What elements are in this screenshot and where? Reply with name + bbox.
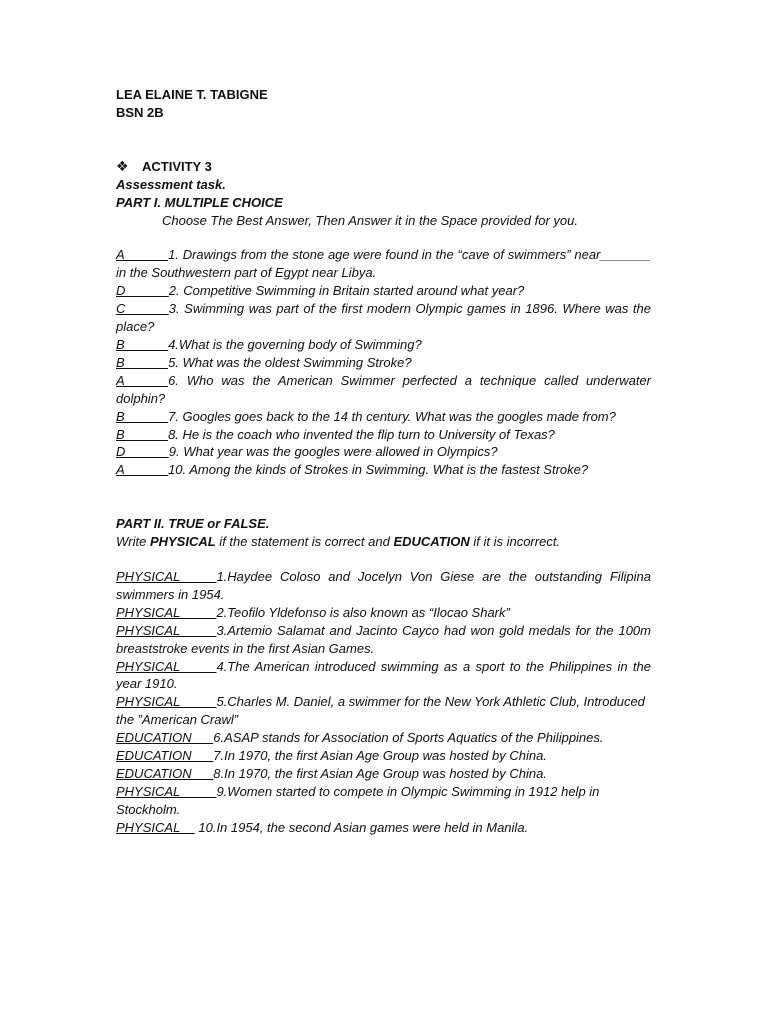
list-item bbox=[116, 622, 651, 658]
list-item bbox=[116, 282, 651, 300]
instruction-text: Write bbox=[116, 534, 150, 550]
part2-statement-list bbox=[116, 568, 651, 837]
list-item bbox=[116, 783, 651, 819]
answer-blank: A______ bbox=[116, 247, 169, 263]
statement-text: 4.The American introduced swimming as a sport to the Philippines in the year 1910. bbox=[116, 658, 651, 692]
question-text: 6. Who was the American Swimmer perfected a technique called underwater dolphin? bbox=[116, 372, 651, 406]
answer-blank: A______ bbox=[116, 372, 169, 388]
part1-title: PART I. MULTIPLE CHOICE bbox=[116, 194, 283, 210]
list-item bbox=[116, 300, 651, 336]
list-item bbox=[116, 246, 651, 282]
question-text: 10. Among the kinds of Strokes in Swimming. What is the fastest Stroke? bbox=[168, 462, 589, 478]
assessment-subtitle: Assessment task. bbox=[116, 176, 226, 192]
answer-blank: PHYSICAL_____ bbox=[116, 783, 217, 799]
list-item bbox=[116, 658, 651, 694]
list-item bbox=[116, 336, 651, 354]
list-item bbox=[116, 354, 651, 372]
answer-blank: B______ bbox=[116, 354, 169, 370]
answer-blank: A______ bbox=[116, 462, 169, 478]
statement-text: 7.In 1970, the first Asian Age Group was hosted by China. bbox=[213, 748, 547, 764]
list-item bbox=[116, 729, 651, 747]
instruction-text: if the statement is correct and bbox=[215, 534, 394, 550]
answer-blank: B______ bbox=[116, 426, 169, 442]
student-section: BSN 2B bbox=[116, 104, 164, 120]
list-item bbox=[116, 461, 651, 479]
list-item bbox=[116, 747, 651, 765]
question-text: 3. Swimming was part of the first modern Olympic games in 1896. Where was the place? bbox=[116, 301, 651, 335]
instruction-keyword-physical: PHYSICAL bbox=[149, 534, 216, 550]
spacer bbox=[116, 229, 651, 246]
statement-text: 10.In 1954, the second Asian games were held in Manila. bbox=[194, 819, 529, 835]
statement-text: 8.In 1970, the first Asian Age Group was hosted by China. bbox=[213, 766, 547, 781]
question-text: 8. He is the coach who invented the flip turn to University of Texas? bbox=[168, 426, 555, 442]
question-text: 2. Competitive Swimming in Britain started around what year? bbox=[168, 283, 525, 299]
question-text: 7. Googles goes back to the 14 th century. What was the googles made from? bbox=[168, 408, 616, 424]
answer-blank: PHYSICAL_____ bbox=[116, 569, 217, 585]
part1-question-list bbox=[116, 246, 651, 479]
answer-blank: EDUCATION___ bbox=[116, 748, 214, 764]
part2-title: PART II. TRUE or FALSE. bbox=[116, 516, 270, 532]
answer-blank: EDUCATION___ bbox=[116, 766, 214, 781]
answer-blank: B______ bbox=[116, 408, 169, 424]
part1-instruction: Choose The Best Answer, Then Answer it in the Space provided for you. bbox=[162, 212, 578, 228]
diamond-bullet-icon: ❖ bbox=[116, 157, 129, 174]
instruction-text: if it is incorrect. bbox=[469, 534, 561, 550]
student-name: LEA ELAINE T. TABIGNE bbox=[116, 87, 268, 102]
spacer bbox=[116, 479, 651, 515]
answer-blank: PHYSICAL_____ bbox=[116, 658, 217, 674]
question-text: 1. Drawings from the stone age were found in the “cave of swimmers” near_______ in the Southwestern part of Egypt near Libya. bbox=[116, 247, 651, 281]
statement-text: 1.Haydee Coloso and Jocelyn Von Giese are the outstanding Filipina swimmers in 1954. bbox=[116, 569, 651, 602]
answer-blank: D______ bbox=[116, 283, 169, 299]
spacer bbox=[116, 551, 651, 568]
list-item bbox=[116, 819, 651, 837]
answer-blank: EDUCATION___ bbox=[116, 730, 214, 746]
statement-text: 5.Charles M. Daniel, a swimmer for the New York Athletic Club, Introduced the ”American Crawl” bbox=[116, 694, 645, 728]
answer-blank: PHYSICAL__ bbox=[116, 819, 195, 835]
activity-heading bbox=[116, 158, 651, 176]
activity-title: ACTIVITY 3 bbox=[142, 158, 212, 174]
question-text: 4.What is the governing body of Swimming? bbox=[168, 336, 422, 352]
answer-blank: PHYSICAL_____ bbox=[116, 604, 217, 620]
list-item bbox=[116, 408, 651, 426]
document-page bbox=[116, 86, 651, 837]
question-text: 9. What year was the googles were allowed in Olympics? bbox=[168, 444, 498, 460]
instruction-keyword-education: EDUCATION bbox=[393, 534, 470, 550]
answer-blank: PHYSICAL_____ bbox=[116, 694, 217, 710]
statement-text: 2.Teofilo Yldefonso is also known as “Ilocao Shark” bbox=[216, 604, 510, 620]
list-item bbox=[116, 604, 651, 622]
list-item bbox=[116, 426, 651, 444]
list-item bbox=[116, 372, 651, 408]
answer-blank: PHYSICAL_____ bbox=[116, 622, 217, 638]
statement-text: 6.ASAP stands for Association of Sports Aquatics of the Philippines. bbox=[213, 730, 604, 746]
list-item bbox=[116, 568, 651, 604]
statement-text: 3.Artemio Salamat and Jacinto Cayco had won gold medals for the 100m breaststroke events in the first Asian Games. bbox=[116, 622, 651, 656]
answer-blank: D______ bbox=[116, 444, 169, 460]
statement-text: 9.Women started to compete in Olympic Swimming in 1912 help in Stockholm. bbox=[116, 783, 600, 817]
question-text: 5. What was the oldest Swimming Stroke? bbox=[168, 354, 412, 370]
list-item bbox=[116, 765, 651, 783]
spacer bbox=[116, 122, 651, 158]
list-item bbox=[116, 443, 651, 461]
answer-blank: C______ bbox=[116, 301, 169, 317]
list-item bbox=[116, 693, 651, 729]
answer-blank: B______ bbox=[116, 336, 169, 352]
part2-instruction bbox=[116, 533, 651, 551]
